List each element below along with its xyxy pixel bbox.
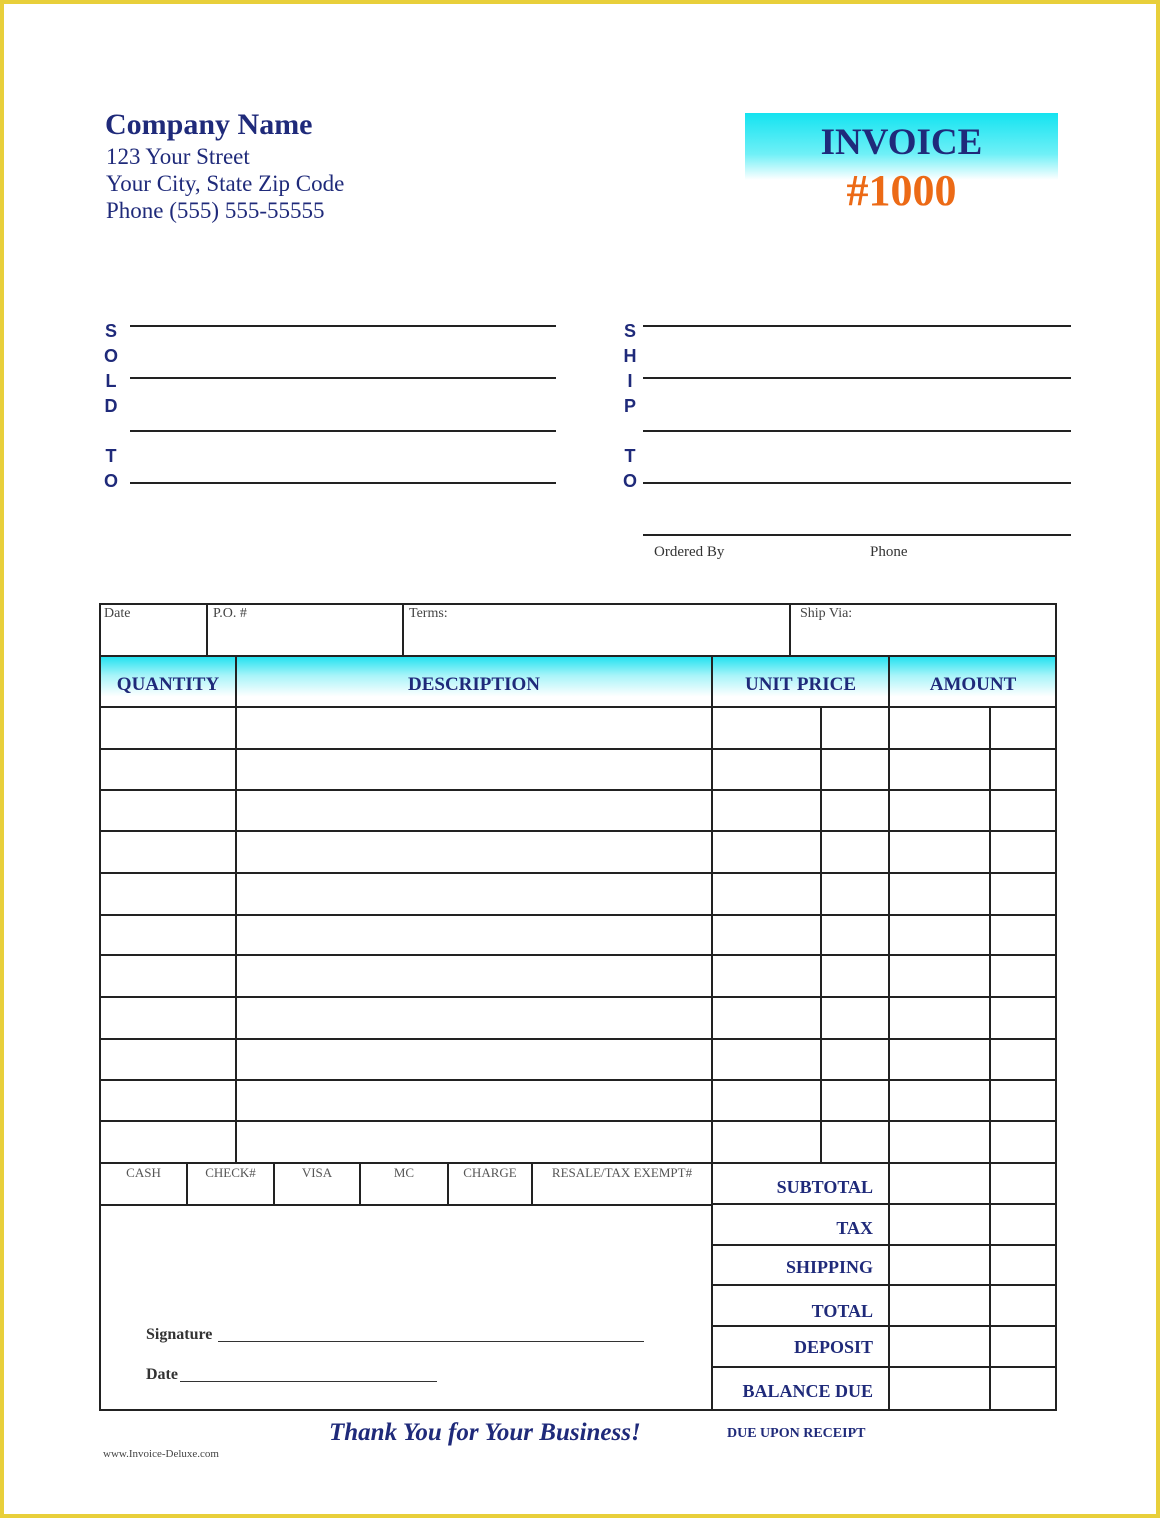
footer-url[interactable]: www.Invoice-Deluxe.com [103,1448,219,1460]
signature-line[interactable] [218,1341,644,1342]
ship-via-field-label: Ship Via: [800,606,853,621]
ordered-by-phone-label: Phone [870,544,908,560]
company-phone: Phone (555) 555-55555 [106,198,325,223]
payment-check[interactable]: CHECK# [205,1165,256,1180]
table-row [99,706,1057,708]
description-header: DESCRIPTION [408,674,540,695]
ordered-by-line[interactable] [643,534,1071,536]
col-divider [888,1162,890,1411]
payment-resale-tax-exempt[interactable]: RESALE/TAX EXEMPT# [551,1165,693,1180]
unit-price-header: UNIT PRICE [744,674,857,695]
sold-to-letter: T [105,446,117,466]
signature-date-line[interactable] [180,1381,437,1382]
date-field-label: Date [104,606,131,621]
table-row [711,1244,1057,1246]
tax-label: TAX [836,1218,873,1238]
table-row [711,1284,1057,1286]
line-items-table [99,655,1057,1164]
sold-to-line-3[interactable] [130,430,556,432]
payment-charge[interactable]: CHARGE [463,1165,517,1180]
sold-to-letter: D [104,396,118,416]
shipping-label: SHIPPING [785,1257,873,1277]
col-divider [235,655,237,1163]
table-row [99,1079,1057,1081]
company-name: Company Name [105,108,313,141]
invoice-title: INVOICE [820,122,983,163]
ship-to-line-4[interactable] [643,482,1071,484]
ordered-by-label: Ordered By [654,544,725,560]
ship-to-line-1[interactable] [643,325,1071,327]
cents-divider [820,707,822,1163]
table-row [99,872,1057,874]
deposit-label: DEPOSIT [793,1337,873,1357]
signature-date-label: Date [146,1366,178,1383]
amount-header: AMOUNT [929,674,1017,695]
sold-to-letter: L [105,371,117,391]
ship-to-line-2[interactable] [643,377,1071,379]
col-divider [888,655,890,1163]
thank-you-message: Thank You for Your Business! [329,1419,641,1446]
ship-to-letter: P [623,396,636,416]
total-label: TOTAL [811,1301,873,1321]
table-row [711,1203,1057,1205]
ship-to-line-3[interactable] [643,430,1071,432]
table-row [99,954,1057,956]
cents-divider [989,1162,991,1411]
subtotal-label: SUBTOTAL [776,1177,873,1197]
ship-to-letter: H [623,346,637,366]
payment-visa[interactable]: VISA [301,1165,333,1180]
sold-to-line-4[interactable] [130,482,556,484]
table-row [99,1120,1057,1122]
table-row [99,789,1057,791]
table-row [711,1325,1057,1327]
sold-to-letter: O [103,346,118,366]
sold-to-line-1[interactable] [130,325,556,327]
divider [206,603,208,657]
signature-label: Signature [146,1326,213,1343]
company-city: Your City, State Zip Code [106,171,345,196]
totals-table [711,1162,1057,1411]
invoice-header-box [745,113,1058,221]
balance-due-label: BALANCE DUE [742,1381,873,1401]
table-row [99,830,1057,832]
table-row [99,748,1057,750]
table-row [711,1366,1057,1368]
payment-mc[interactable]: MC [393,1165,415,1180]
po-field-label: P.O. # [213,606,247,621]
col-divider [711,655,713,1163]
ship-to-letter: T [624,446,636,466]
invoice-number: #1000 [846,166,957,215]
terms-field-label: Terms: [409,606,448,621]
due-upon-receipt: DUE UPON RECEIPT [727,1426,866,1441]
ship-to-letter: O [622,471,637,491]
divider [402,603,404,657]
table-row [99,996,1057,998]
payment-cash[interactable]: CASH [126,1165,161,1180]
cents-divider [989,707,991,1163]
divider [789,603,791,657]
sold-to-letter: S [104,321,117,341]
company-street: 123 Your Street [106,144,250,169]
ship-to-letter: I [627,371,633,391]
sold-to-line-2[interactable] [130,377,556,379]
table-row [99,1038,1057,1040]
quantity-header: QUANTITY [116,674,220,695]
sold-to-letter: O [103,471,118,491]
ship-to-letter: S [623,321,636,341]
table-row [99,914,1057,916]
signature-block [99,1204,713,1411]
